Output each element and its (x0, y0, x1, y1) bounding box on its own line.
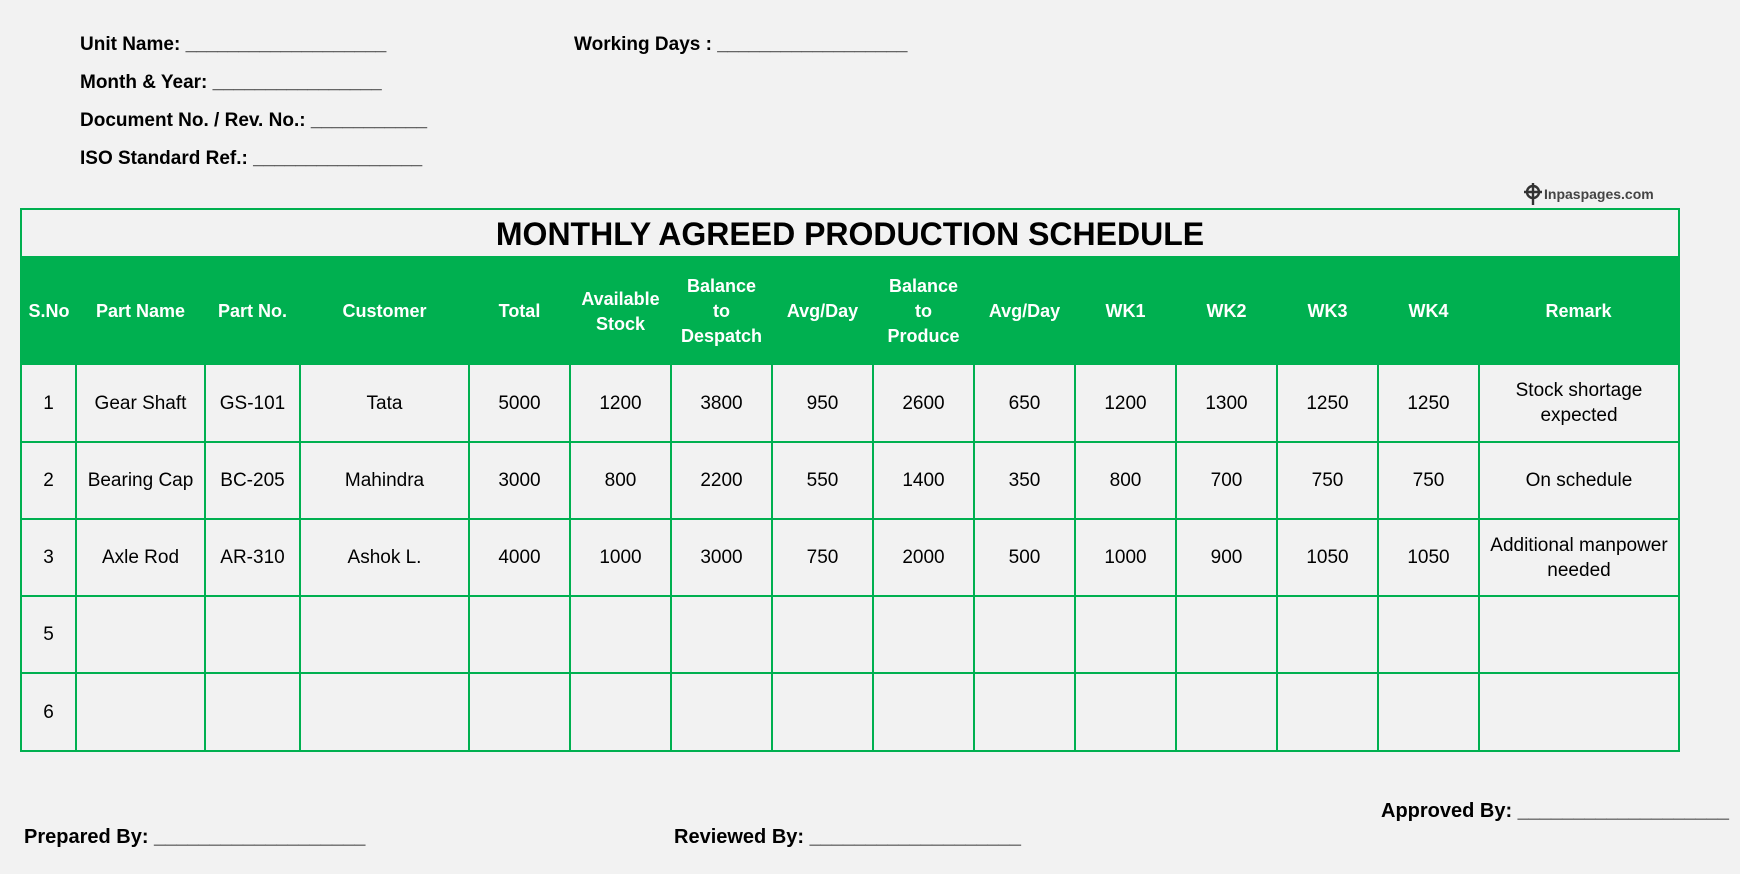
column-header-text: Part No. (217, 301, 287, 321)
table-cell: 4000 (469, 519, 570, 596)
column-header (1277, 258, 1378, 365)
table-cell (1479, 596, 1678, 673)
column-header-text: Remark (1545, 301, 1612, 321)
table-cell: AR-310 (205, 519, 300, 596)
column-header-text: Part Name (95, 301, 186, 321)
table-cell: 1250 (1277, 365, 1378, 442)
table-cell: 2200 (671, 442, 772, 519)
column-header-text: Despatch (680, 326, 763, 346)
table-cell (469, 673, 570, 750)
column-header (205, 258, 300, 365)
column-header (300, 258, 469, 365)
table-row (22, 519, 1678, 596)
table-cell (1479, 673, 1678, 750)
column-header (22, 258, 76, 365)
table-cell: 700 (1176, 442, 1277, 519)
table-cell (76, 673, 205, 750)
production-schedule-table (22, 258, 1678, 750)
watermark (1522, 183, 1654, 205)
table-cell: 350 (974, 442, 1075, 519)
table-cell (1176, 673, 1277, 750)
unit-name-field: Unit Name: ___________________ (80, 34, 387, 55)
column-header-text: Available (581, 288, 660, 309)
iso-standard-field: ISO Standard Ref.: ________________ (80, 148, 423, 169)
table-cell: 5000 (469, 365, 570, 442)
table-cell: 2000 (873, 519, 974, 596)
table-cell: Gear Shaft (76, 365, 205, 442)
column-header (76, 258, 205, 365)
table-cell (772, 673, 873, 750)
table-cell (570, 596, 671, 673)
header-row (22, 258, 1678, 365)
table-cell: 3000 (671, 519, 772, 596)
table-cell: 950 (772, 365, 873, 442)
column-header (570, 258, 671, 365)
table-cell: 800 (1075, 442, 1176, 519)
table-cell: Stock shortage expected (1479, 365, 1678, 442)
month-year-field: Month & Year: ________________ (80, 72, 382, 93)
column-header-text: Avg/Day (988, 301, 1061, 321)
table-cell (1277, 673, 1378, 750)
column-header (873, 258, 974, 365)
table-cell (974, 596, 1075, 673)
crosshair-logo-icon (1522, 183, 1544, 205)
table-cell (1277, 596, 1378, 673)
table-cell (671, 673, 772, 750)
column-header-text: Customer (342, 301, 427, 321)
table-cell: 1000 (1075, 519, 1176, 596)
table-row (22, 673, 1678, 750)
document-no-field: Document No. / Rev. No.: ___________ (80, 110, 428, 131)
table-cell (671, 596, 772, 673)
table-cell: 3800 (671, 365, 772, 442)
column-header-text: Avg/Day (786, 301, 859, 321)
table-cell: Ashok L. (300, 519, 469, 596)
table-cell (205, 673, 300, 750)
column-header-text: Total (498, 301, 541, 321)
column-header (671, 258, 772, 365)
column-header-text: WK4 (1408, 301, 1449, 321)
table-cell (873, 673, 974, 750)
table-cell: 2 (22, 442, 76, 519)
table-cell: 1000 (570, 519, 671, 596)
approved-by-field: Approved By: ___________________ (1381, 800, 1730, 822)
table-cell (772, 596, 873, 673)
column-header-text: S.No (28, 301, 70, 321)
column-header (1075, 258, 1176, 365)
table-cell: 500 (974, 519, 1075, 596)
table-cell (300, 596, 469, 673)
table-cell (570, 673, 671, 750)
column-header (1176, 258, 1277, 365)
column-header (772, 258, 873, 365)
table-row (22, 596, 1678, 673)
table-cell: 5 (22, 596, 76, 673)
table-cell (300, 673, 469, 750)
table-cell (1075, 596, 1176, 673)
column-header-text: Balance (888, 276, 959, 296)
table-title: MONTHLY AGREED PRODUCTION SCHEDULE (22, 210, 1678, 258)
table-cell (1378, 596, 1479, 673)
table-cell (1075, 673, 1176, 750)
table-cell (1176, 596, 1277, 673)
table-cell: 750 (1277, 442, 1378, 519)
column-header-text: WK3 (1307, 301, 1348, 321)
column-header (974, 258, 1075, 365)
table-cell (76, 596, 205, 673)
table-cell: 750 (1378, 442, 1479, 519)
table-row (22, 442, 1678, 519)
table-cell: Axle Rod (76, 519, 205, 596)
table-cell: 1300 (1176, 365, 1277, 442)
table-cell (1378, 673, 1479, 750)
table-cell: 6 (22, 673, 76, 750)
column-header-text: Produce (887, 326, 960, 346)
table-cell: 3 (22, 519, 76, 596)
table-cell: 1200 (1075, 365, 1176, 442)
prepared-by-field: Prepared By: ___________________ (24, 826, 366, 848)
table-cell: 800 (570, 442, 671, 519)
column-header (469, 258, 570, 365)
column-header-text: to (915, 301, 932, 321)
table-cell: 2600 (873, 365, 974, 442)
table-cell (974, 673, 1075, 750)
table-cell: GS-101 (205, 365, 300, 442)
production-schedule-sheet (20, 208, 1680, 752)
table-cell: 1050 (1378, 519, 1479, 596)
column-header (1378, 258, 1479, 365)
column-header (1479, 258, 1678, 365)
column-header-text: Stock (595, 313, 646, 334)
table-cell: Tata (300, 365, 469, 442)
column-header-text: WK1 (1105, 301, 1146, 321)
table-cell (469, 596, 570, 673)
watermark-text: Inpaspages.com (1544, 186, 1654, 202)
table-cell: 1050 (1277, 519, 1378, 596)
column-header-text: Balance (686, 276, 757, 296)
table-cell: 1250 (1378, 365, 1479, 442)
working-days-field: Working Days : __________________ (574, 34, 908, 55)
table-cell: 900 (1176, 519, 1277, 596)
table-cell: Bearing Cap (76, 442, 205, 519)
column-header-text: WK2 (1206, 301, 1247, 321)
column-header-text: to (713, 301, 730, 321)
table-cell: On schedule (1479, 442, 1678, 519)
table-cell: 550 (772, 442, 873, 519)
table-cell (205, 596, 300, 673)
table-cell: Additional manpower needed (1479, 519, 1678, 596)
table-cell: Mahindra (300, 442, 469, 519)
table-row (22, 365, 1678, 442)
table-cell: 1200 (570, 365, 671, 442)
reviewed-by-field: Reviewed By: ___________________ (674, 826, 1021, 848)
table-cell: 650 (974, 365, 1075, 442)
table-cell: 750 (772, 519, 873, 596)
table-cell: 3000 (469, 442, 570, 519)
table-cell: 1 (22, 365, 76, 442)
table-cell: BC-205 (205, 442, 300, 519)
table-cell: 1400 (873, 442, 974, 519)
table-cell (873, 596, 974, 673)
